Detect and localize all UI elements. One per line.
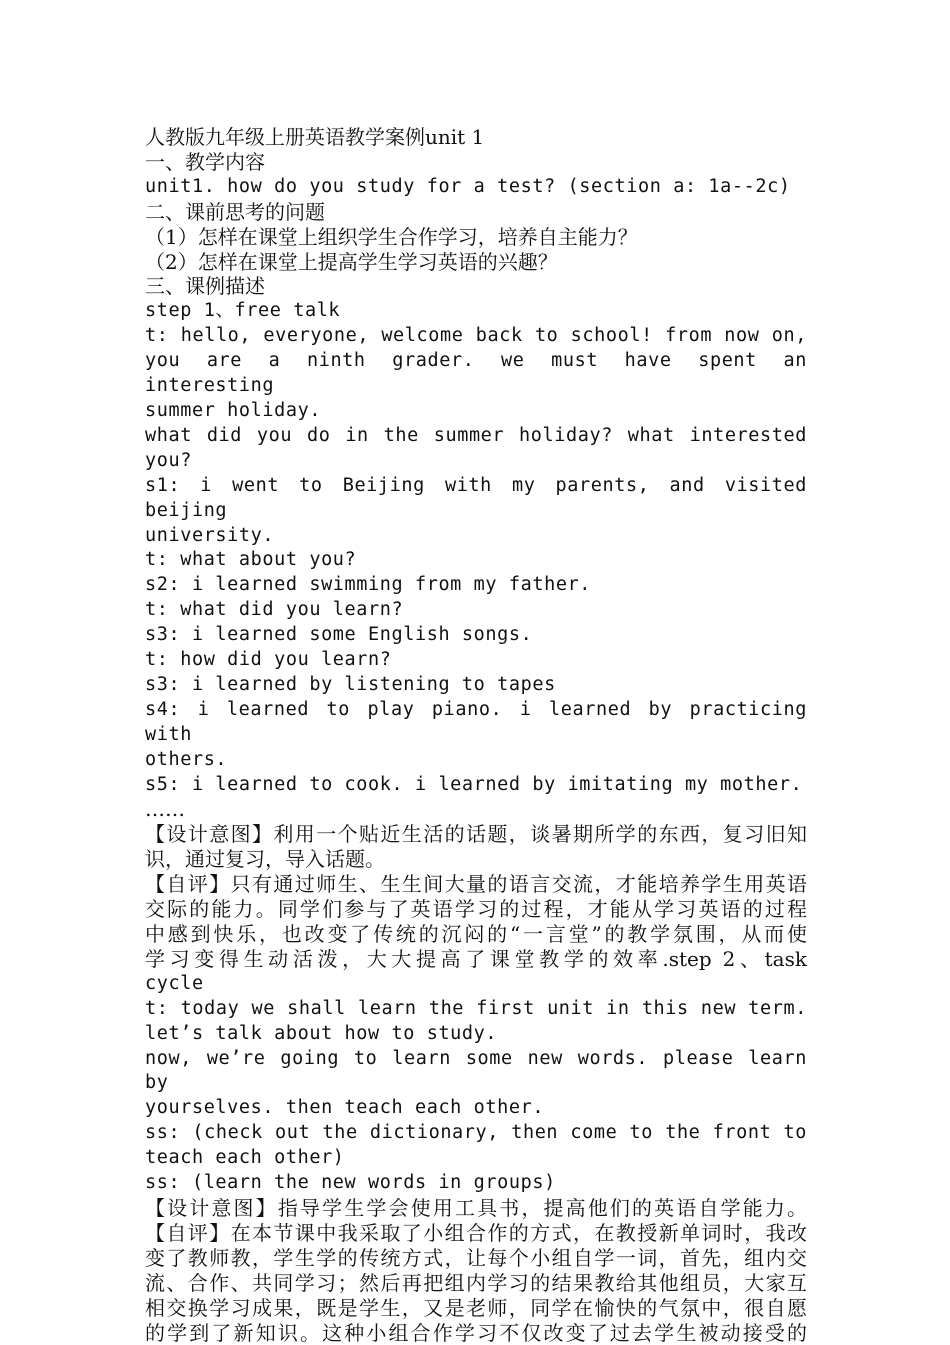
step-1-heading: step 1、free talk — [145, 299, 807, 324]
question-1: （1）怎样在课堂上组织学生合作学习，培养自主能力？ — [145, 225, 807, 250]
self-evaluation-2-cont: 相交换学习成果，既是学生，又是老师，同学在愉快的气氛中，很自愿 — [145, 1296, 807, 1321]
dialogue-line: what did you do in the summer holiday? what interested you? — [145, 424, 807, 474]
dialogue-line: now, we’re going to learn some new words. please learn by — [145, 1047, 807, 1097]
ellipsis: …… — [145, 797, 807, 822]
self-evaluation-1-cont: 交际的能力。同学们参与了英语学习的过程，才能从学习英语的过程 — [145, 897, 807, 922]
section-heading-1: 一、教学内容 — [145, 150, 807, 175]
dialogue-line: s3: i learned some English songs. — [145, 623, 807, 648]
self-evaluation-2-cont: 变了教师教，学生学的传统方式，让每个小组自学一词，首先，组内交 — [145, 1246, 807, 1271]
dialogue-line: others. — [145, 748, 807, 773]
self-evaluation-1-cont: 学习变得生动活泼，大大提高了课堂教学的效率.step 2、task — [145, 947, 807, 972]
dialogue-line: s4: i learned to play piano. i learned by practicing with — [145, 698, 807, 748]
dialogue-line: ss: (learn the new words in groups) — [145, 1171, 807, 1196]
document-title: 人教版九年级上册英语教学案例unit 1 — [145, 125, 807, 150]
dialogue-line: s2: i learned swimming from my father. — [145, 573, 807, 598]
dialogue-line: summer holiday. — [145, 399, 807, 424]
self-evaluation-2: 【自评】在本节课中我采取了小组合作的方式，在教授新单词时，我改 — [145, 1221, 807, 1246]
dialogue-line: ss: (check out the dictionary, then come to the front to — [145, 1121, 807, 1146]
dialogue-line: yourselves. then teach each other. — [145, 1096, 807, 1121]
dialogue-line: s1: i went to Beijing with my parents, and visited beijing — [145, 474, 807, 524]
self-evaluation-2-cont: 流、合作、共同学习；然后再把组内学习的结果教给其他组员，大家互 — [145, 1271, 807, 1296]
self-evaluation-1-cont: cycle — [145, 972, 807, 997]
dialogue-line: t: hello, everyone, welcome back to school! from now on, — [145, 324, 807, 349]
dialogue-line: t: how did you learn? — [145, 648, 807, 673]
design-intent-1: 【设计意图】利用一个贴近生活的话题，谈暑期所学的东西，复习旧知 — [145, 822, 807, 847]
self-evaluation-1: 【自评】只有通过师生、生生间大量的语言交流，才能培养学生用英语 — [145, 872, 807, 897]
dialogue-line: t: what did you learn? — [145, 598, 807, 623]
dialogue-line: t: what about you? — [145, 548, 807, 573]
dialogue-line: let’s talk about how to study. — [145, 1022, 807, 1047]
self-evaluation-1-cont: 中感到快乐，也改变了传统的沉闷的“一言堂”的教学氛围，从而使 — [145, 922, 807, 947]
question-2: （2）怎样在课堂上提高学生学习英语的兴趣？ — [145, 250, 807, 275]
section-heading-2: 二、课前思考的问题 — [145, 200, 807, 225]
dialogue-line: t: today we shall learn the first unit in this new term. — [145, 997, 807, 1022]
document-page — [145, 125, 807, 1345]
dialogue-line: teach each other) — [145, 1146, 807, 1171]
self-evaluation-2-cont: 的学到了新知识。这种小组合作学习不仅改变了过去学生被动接受的 — [145, 1321, 807, 1345]
content-line: unit1. how do you study for a test? (section a: 1a--2c) — [145, 175, 807, 200]
dialogue-line: you are a ninth grader. we must have spent an interesting — [145, 349, 807, 399]
dialogue-line: s3: i learned by listening to tapes — [145, 673, 807, 698]
design-intent-1-cont: 识，通过复习，导入话题。 — [145, 847, 807, 872]
dialogue-line: s5: i learned to cook. i learned by imitating my mother. — [145, 773, 807, 798]
section-heading-3: 三、课例描述 — [145, 274, 807, 299]
design-intent-2: 【设计意图】指导学生学会使用工具书，提高他们的英语自学能力。 — [145, 1196, 807, 1221]
dialogue-line: university. — [145, 524, 807, 549]
